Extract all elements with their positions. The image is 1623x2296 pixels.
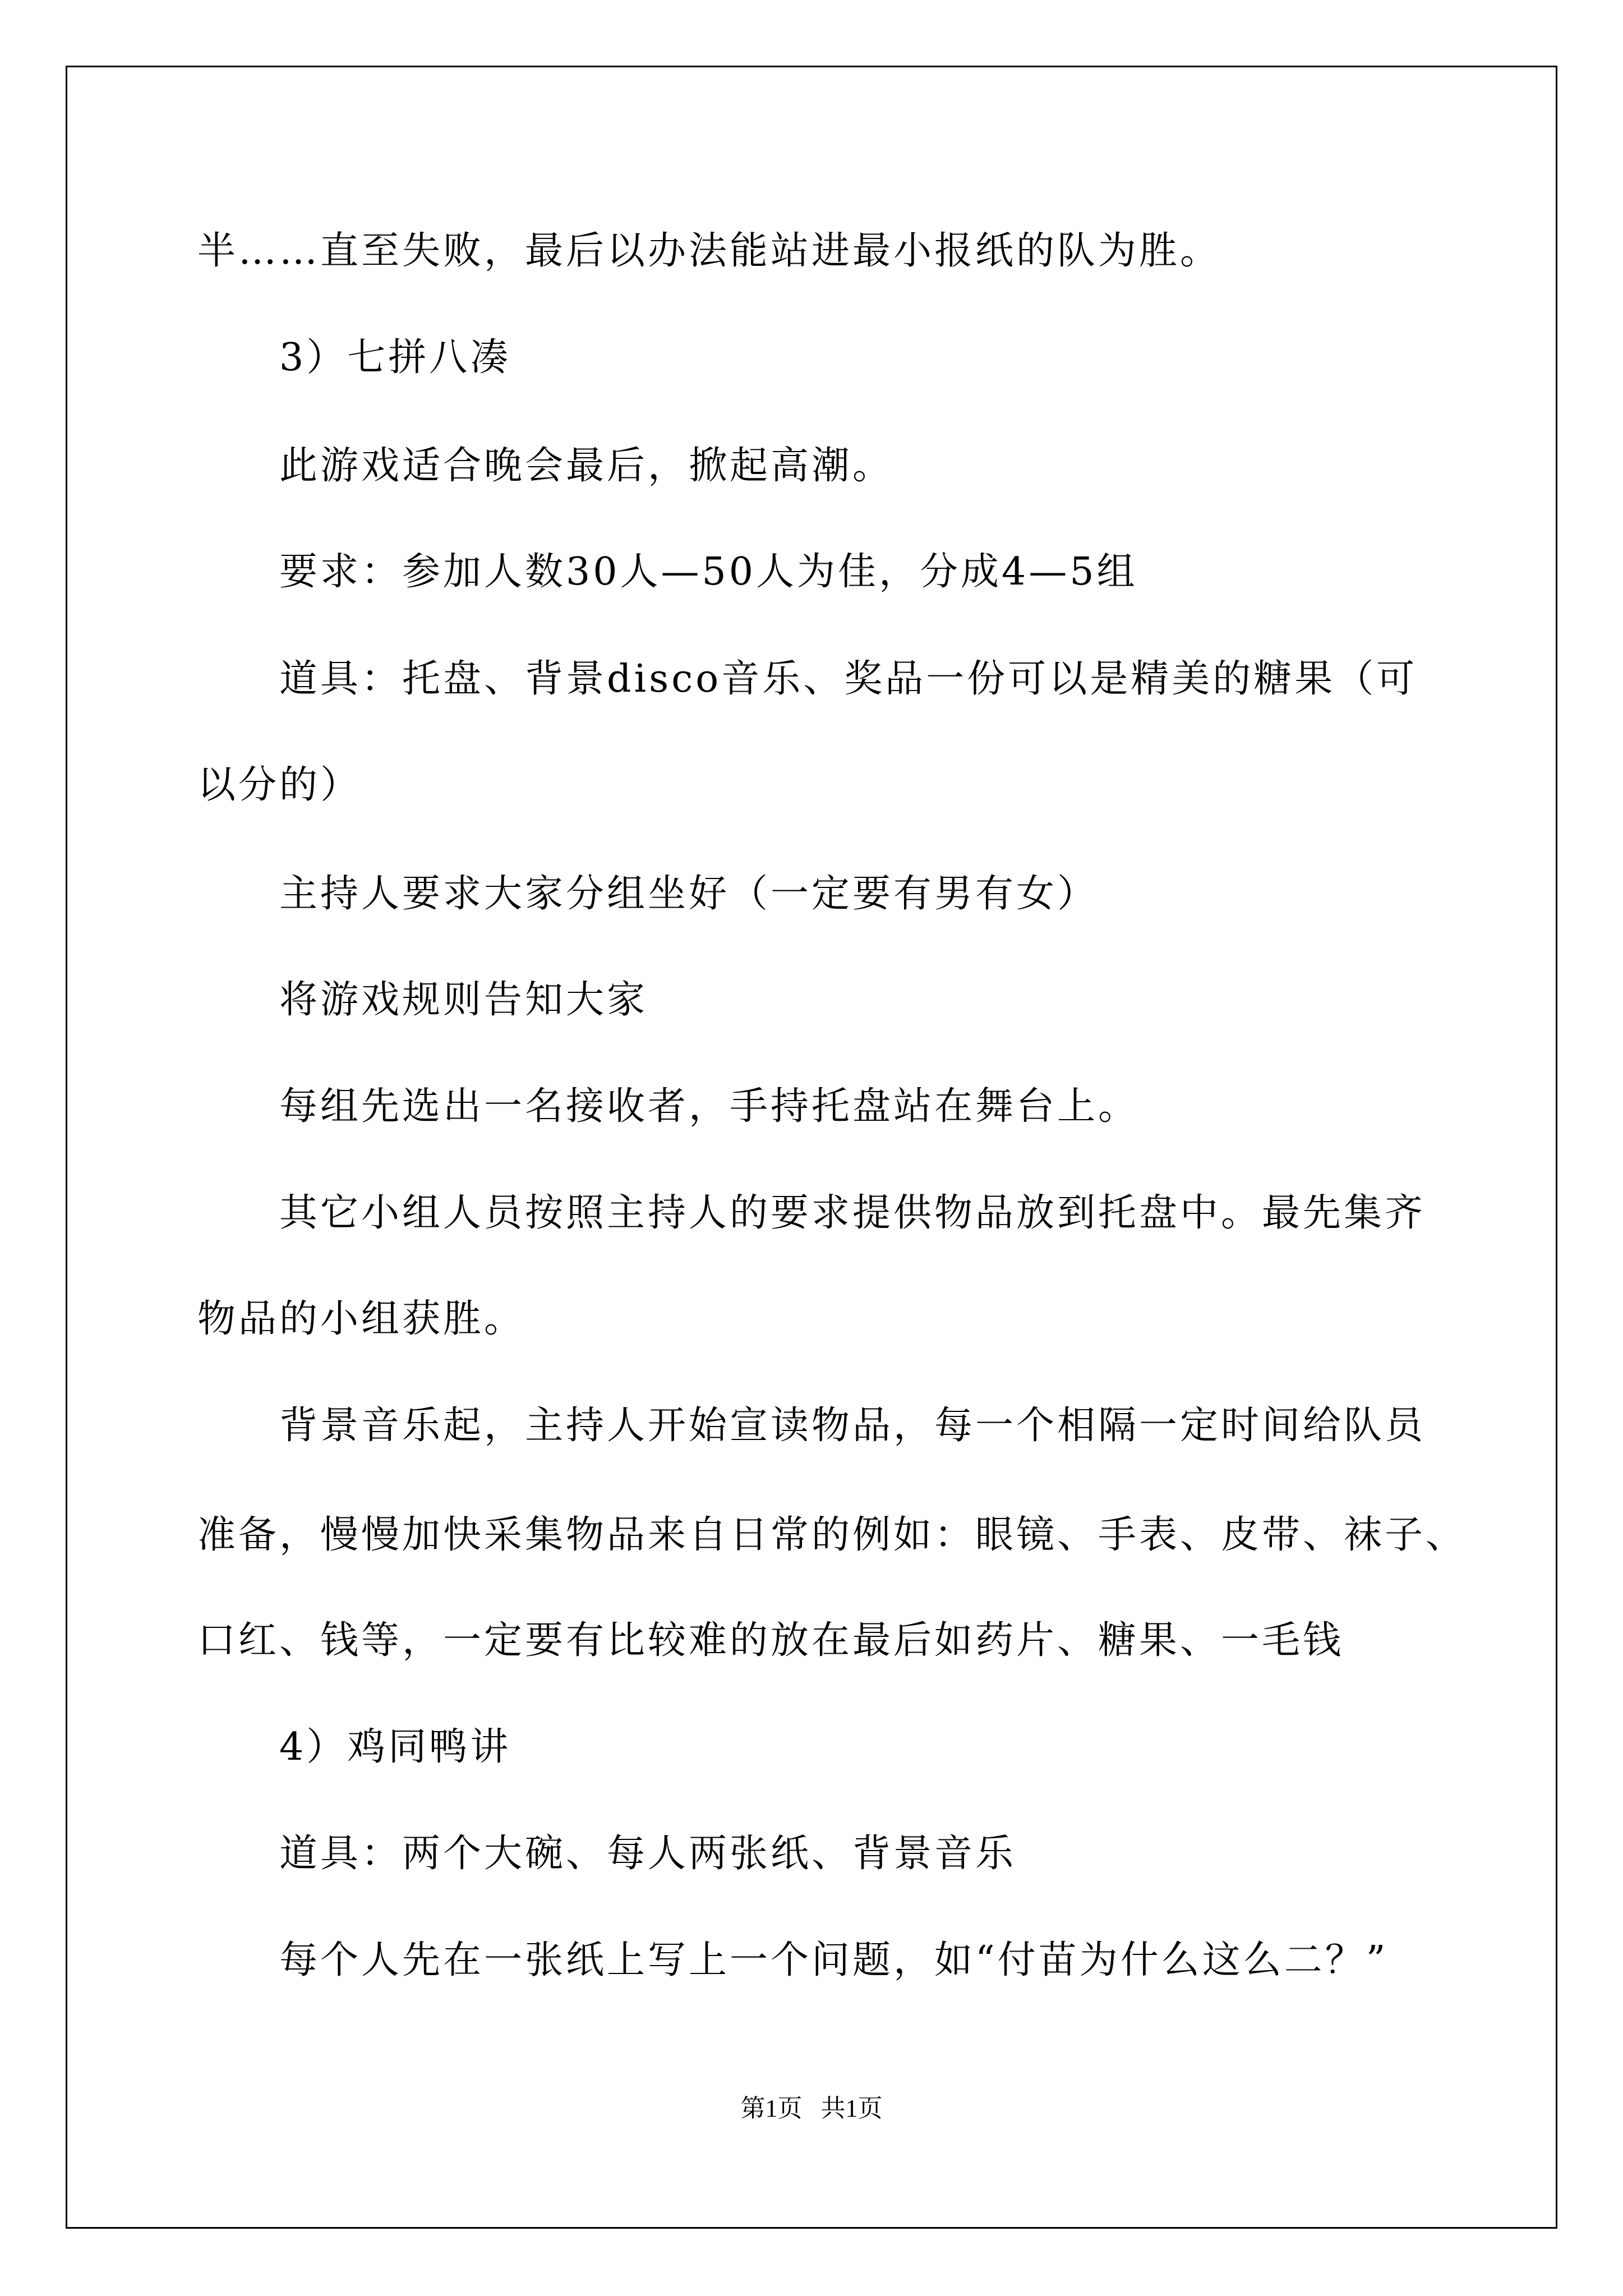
text-line: 4）鸡同鸭讲 [279,1725,511,1769]
text-line: 要求：参加人数30人—50人为佳，分成4—5组 [279,550,1138,594]
text-line: 每个人先在一张纸上写上一个问题，如“付苗为什么这么二？” [279,1938,1389,1982]
text-line: 道具：两个大碗、每人两张纸、背景音乐 [279,1832,1017,1876]
text-line: 背景音乐起，主持人开始宣读物品，每一个相隔一定时间给队员 [279,1404,1426,1448]
page-footer: 第1页 共1页 [740,2095,883,2122]
text-line: 每组先选出一名接收者，手持托盘站在舞台上。 [279,1084,1140,1129]
text-line: 主持人要求大家分组坐好（一定要有男有女） [279,872,1099,916]
text-line: 半……直至失败，最后以办法能站进最小报纸的队为胜。 [197,229,1221,273]
text-line: 其它小组人员按照主持人的要求提供物品放到托盘中。最先集齐 [279,1191,1426,1235]
text-line: 此游戏适合晚会最后，掀起高潮。 [279,444,894,488]
page-border [66,66,1557,2229]
text-line: 口红、钱等，一定要有比较难的放在最后如药片、糖果、一毛钱 [197,1618,1344,1663]
text-line: 以分的） [197,763,362,807]
text-line: 将游戏规则告知大家 [279,978,648,1022]
text-line: 3）七拼八凑 [279,335,511,380]
text-line: 道具：托盘、背景disco音乐、奖品一份可以是精美的糖果（可 [279,657,1418,701]
text-line: 准备，慢慢加快采集物品来自日常的例如：眼镜、手表、皮带、袜子、 [197,1513,1467,1557]
text-line: 物品的小组获胜。 [197,1297,525,1341]
